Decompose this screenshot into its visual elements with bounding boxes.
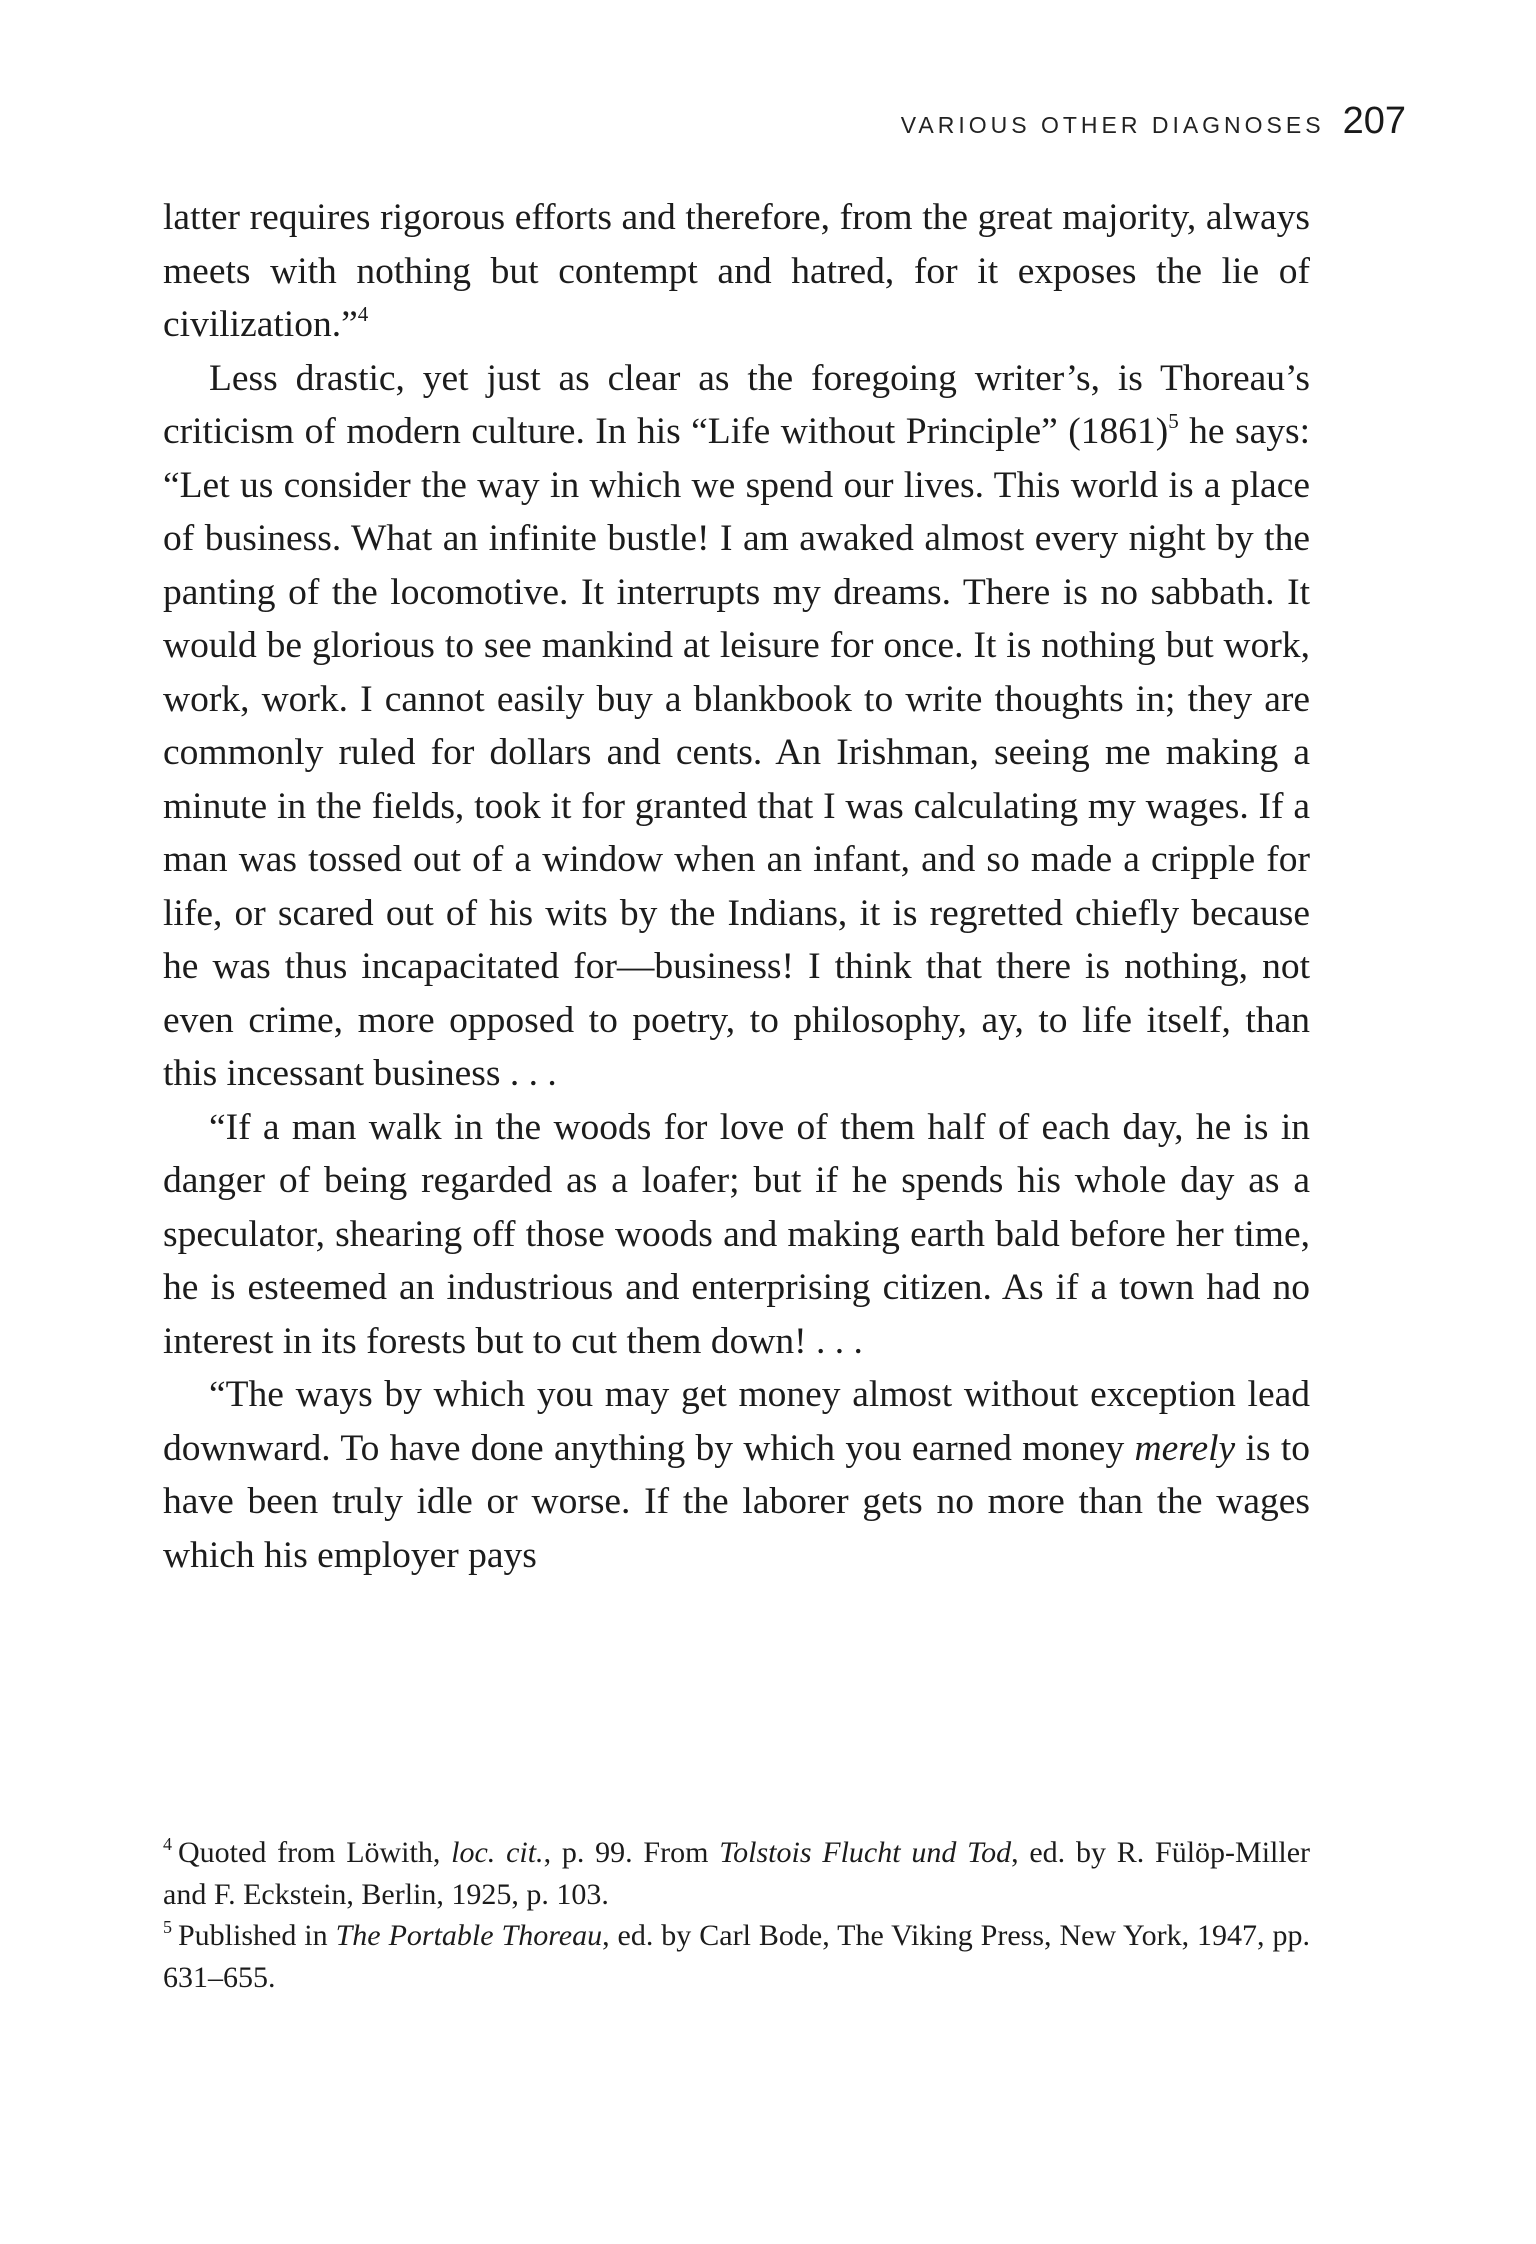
footnote-5-italic-1: The Portable Thoreau [335,1919,603,1952]
footnote-5 [163,1915,1310,1998]
paragraph-2 [163,352,1310,1101]
paragraph-2-text-a: Less drastic, yet just as clear as the foregoing writer’s, is Thoreau’s criticism of modern culture. In his “Life without Principle” (1861) [163,357,1310,452]
footnote-5-text-1: Published in [178,1919,336,1952]
footnote-5-mark: 5 [163,1917,172,1937]
paragraph-1 [163,191,1310,352]
footnote-4-italic-2: Tolstois Flucht und Tod [719,1836,1012,1869]
paragraph-4-text-b: is to have been truly idle or worse. If the laborer gets no more than the wages which his employer pays [163,1427,1310,1576]
footnote-4-text-3: , ed. by R. Fülöp-Miller and F. Eckstein, Berlin, 1925, p. 103. [163,1836,1311,1911]
paragraph-3 [163,1101,1310,1369]
body-text [163,191,1310,1582]
paragraph-3-text: “If a man walk in the woods for love of them half of each day, he is in danger of being regarded as a loafer; but if he spends his whole day as a speculator, shearing off those woods and making earth bald before her time, he is esteemed an industrious and enterprising citizen. As if a town had no interest in its forests but to cut them down! . . . [163,1106,1310,1362]
footnote-5-text-2: , ed. by Carl Bode, The Viking Press, New York, 1947, pp. 631–655. [163,1919,1311,1994]
footnote-4-text-1: Quoted from Löwith, [178,1836,452,1869]
paragraph-1-text: latter requires rigorous efforts and therefore, from the great majority, always meets with nothing but contempt and hatred, for it exposes the lie of civilization.” [163,197,1310,345]
footnote-4-italic-1: loc. cit. [451,1836,544,1869]
footnote-ref-5: 5 [1168,409,1179,433]
paragraph-4-text-a: “The ways by which you may get money almost without exception lead downward. To have done anything by which you earned money [163,1374,1310,1469]
footnote-4-mark: 4 [163,1834,172,1854]
paragraph-4 [163,1368,1310,1582]
footnote-4 [163,1832,1310,1915]
running-title: VARIOUS OTHER DIAGNOSES [900,112,1325,138]
paragraph-2-text-b: he says: “Let us consider the way in which we spend our lives. This world is a place of business. What an infinite bustle! I am awaked almost every night by the panting of the locomotive. It interrupts my dreams. There is no sabbath. It would be glorious to see mankind at leisure for once. It is nothing but work, work, work. I cannot easily buy a blankbook to write thoughts in; they are commonly ruled for dollars and cents. An Irishman, seeing me making a minute in the fields, took it for granted that I was calculating my wages. If a man was tossed out of a window when an infant, and so made a cripple for life, or scared out of his wits by the Indians, it is regretted chiefly because he was thus incapacitated for—business! I think that there is nothing, not even crime, more opposed to poetry, to philosophy, ay, to life itself, than this incessant business . . . [163,411,1310,1094]
page-number: 207 [1342,100,1406,142]
footnotes [163,1832,1310,1998]
running-head [901,100,1406,143]
footnote-4-text-2: , p. 99. From [543,1836,720,1869]
emphasis-merely: merely [1134,1427,1236,1469]
footnote-ref-4: 4 [357,302,369,326]
